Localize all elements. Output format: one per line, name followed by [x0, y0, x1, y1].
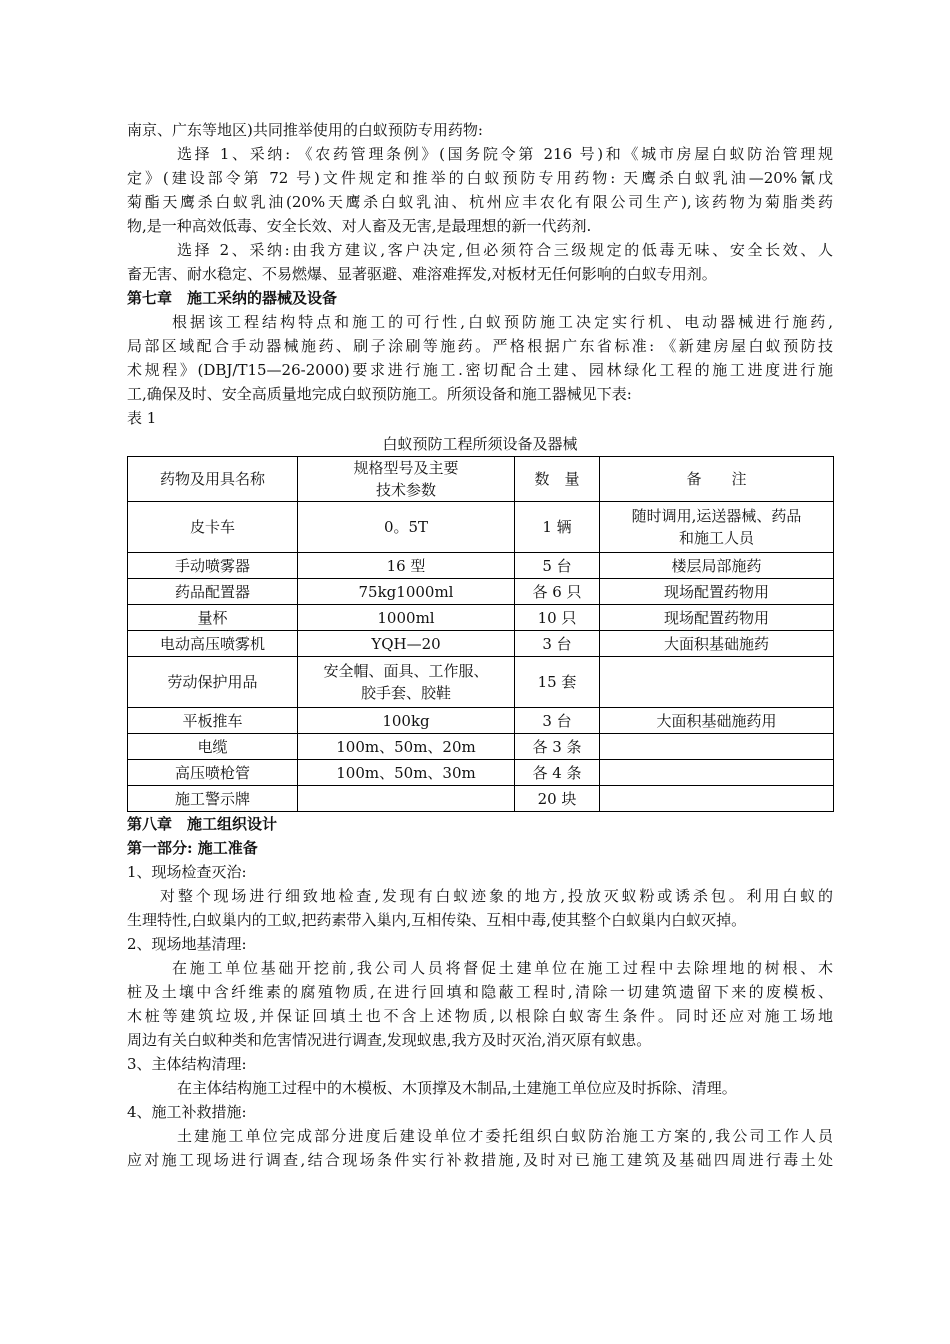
table-label: 表 1: [127, 409, 157, 427]
intro-line: 物,是一种高效低毒、安全长效、对人畜及无害,是最理想的新一代药剂.: [127, 217, 592, 235]
cell-qty: 3 台: [515, 631, 600, 657]
document-page: [127, 118, 833, 1172]
table-row: [128, 657, 834, 708]
chapter7-line: 根据该工程结构特点和施工的可行性,白蚁预防施工决定实行机、电动器械进行施药,: [172, 313, 833, 331]
cell-qty: 各 3 条: [515, 734, 600, 760]
chapter7-line: 术规程》(DBJ/T15—26-2000)要求进行施工.密切配合土建、园林绿化工程的施工进度进行施: [127, 361, 833, 379]
cell-name: 高压喷枪管: [128, 760, 298, 786]
cell-spec: YQH—20: [298, 631, 515, 657]
section1-title: 1、现场检查灭治:: [127, 863, 247, 881]
intro-line: 选择 2、采纳:由我方建议,客户决定,但必须符合三级规定的低毒无味、安全长效、人: [177, 241, 833, 259]
cell-name: 劳动保护用品: [128, 657, 298, 708]
cell-qty: 各 6 只: [515, 579, 600, 605]
cell-qty: 5 台: [515, 553, 600, 579]
part1-heading: 第一部分: 施工准备: [127, 839, 258, 857]
cell-spec: 1000ml: [298, 605, 515, 631]
cell-qty: 各 4 条: [515, 760, 600, 786]
cell-qty: 15 套: [515, 657, 600, 708]
cell-spec: 100m、50m、30m: [298, 760, 515, 786]
section4-title: 4、施工补救措施:: [127, 1103, 247, 1121]
cell-name: 手动喷雾器: [128, 553, 298, 579]
table-row: [128, 553, 834, 579]
section1-line: 生理特性,白蚁巢内的工蚁,把药素带入巢内,互相传染、互相中毒,使其整个白蚁巢内白蚁灭掉。: [127, 911, 747, 929]
section2-line: 周边有关白蚁种类和危害情况进行调查,发现蚁患,我方及时灭治,消灭原有蚁患。: [127, 1031, 652, 1049]
cell-note: 现场配置药物用: [600, 605, 834, 631]
intro-line: 菊酯天鹰杀白蚁乳油(20%天鹰杀白蚁乳油、杭州应丰农化有限公司生产),该药物为菊脂类药: [127, 193, 833, 211]
section1-line: 对整个现场进行细致地检查,发现有白蚁迹象的地方,投放灭蚁粉或诱杀包。利用白蚁的: [160, 887, 833, 905]
cell-spec: 0。5T: [298, 502, 515, 553]
intro-line: 定》(建设部令第 72 号)文件规定和推举的白蚁预防专用药物: 天鹰杀白蚁乳油—20%氰戊: [127, 169, 833, 187]
section3-line: 在主体结构施工过程中的木模板、木顶撑及木制品,土建施工单位应及时拆除、清理。: [177, 1079, 737, 1097]
table-caption: 白蚁预防工程所须设备及器械: [382, 435, 578, 453]
section2-line: 在施工单位基础开挖前,我公司人员将督促土建单位在施工过程中去除埋地的树根、木: [172, 959, 833, 977]
section3-title: 3、主体结构清理:: [127, 1055, 247, 1073]
table-row: [128, 734, 834, 760]
section2-line: 桩及土壤中含纤维素的腐殖物质,在进行回填和隐蔽工程时,清除一切建筑遗留下来的废模板、: [127, 983, 833, 1001]
cell-spec: 100kg: [298, 708, 515, 734]
cell-name: 药品配置器: [128, 579, 298, 605]
header-qty: 数 量: [515, 457, 600, 502]
cell-qty: 1 辆: [515, 502, 600, 553]
cell-spec: 安全帽、面具、工作服、 胶手套、胶鞋: [298, 657, 515, 708]
chapter7-line: 工,确保及时、安全高质量地完成白蚁预防施工。所须设备和施工器械见下表:: [127, 385, 632, 403]
table-row: [128, 502, 834, 553]
cell-spec: 75kg1000ml: [298, 579, 515, 605]
table-row: [128, 708, 834, 734]
table-row: [128, 579, 834, 605]
cell-name: 量杯: [128, 605, 298, 631]
cell-note: [600, 657, 834, 708]
cell-note: 大面积基础施药用: [600, 708, 834, 734]
cell-spec: [298, 786, 515, 812]
cell-qty: 10 只: [515, 605, 600, 631]
cell-name: 皮卡车: [128, 502, 298, 553]
cell-note: [600, 734, 834, 760]
cell-note: 大面积基础施药: [600, 631, 834, 657]
intro-line: 选择 1、采纳: 《农药管理条例》(国务院令第 216 号)和《城市房屋白蚁防治管理规: [177, 145, 833, 163]
section2-line: 木桩等建筑垃圾,并保证回填土也不含上述物质,以根除白蚁寄生条件。同时还应对施工场地: [127, 1007, 833, 1025]
cell-qty: 3 台: [515, 708, 600, 734]
cell-spec: 100m、50m、20m: [298, 734, 515, 760]
equipment-table: [127, 456, 834, 812]
intro-line: 南京、广东等地区)共同推举使用的白蚁预防专用药物:: [127, 121, 483, 139]
chapter7-heading: 第七章 施工采纳的器械及设备: [127, 289, 338, 307]
cell-note: [600, 786, 834, 812]
table-row: [128, 760, 834, 786]
cell-note: [600, 760, 834, 786]
section4-line: 应对施工现场进行调查,结合现场条件实行补救措施,及时对已施工建筑及基础四周进行毒土处: [127, 1151, 833, 1169]
table-header-row: [128, 457, 834, 502]
header-note: 备 注: [600, 457, 834, 502]
cell-name: 施工警示牌: [128, 786, 298, 812]
table-row: [128, 605, 834, 631]
cell-name: 电缆: [128, 734, 298, 760]
table-row: [128, 786, 834, 812]
chapter8-heading: 第八章 施工组织设计: [127, 815, 278, 833]
cell-qty: 20 块: [515, 786, 600, 812]
cell-note: 随时调用,运送器械、药品 和施工人员: [600, 502, 834, 553]
cell-note: 楼层局部施药: [600, 553, 834, 579]
section4-line: 土建施工单位完成部分进度后建设单位才委托组织白蚁防治施工方案的,我公司工作人员: [177, 1127, 833, 1145]
header-spec: 规格型号及主要 技术参数: [298, 457, 515, 502]
cell-note: 现场配置药物用: [600, 579, 834, 605]
cell-name: 电动高压喷雾机: [128, 631, 298, 657]
table-row: [128, 631, 834, 657]
cell-name: 平板推车: [128, 708, 298, 734]
chapter7-line: 局部区域配合手动器械施药、刷子涂刷等施药。严格根据广东省标准: 《新建房屋白蚁预防技: [127, 337, 833, 355]
intro-line: 畜无害、耐水稳定、不易燃爆、显著驱避、难溶难挥发,对板材无任何影响的白蚁专用剂。: [127, 265, 717, 283]
cell-spec: 16 型: [298, 553, 515, 579]
section2-title: 2、现场地基清理:: [127, 935, 247, 953]
header-name: 药物及用具名称: [128, 457, 298, 502]
